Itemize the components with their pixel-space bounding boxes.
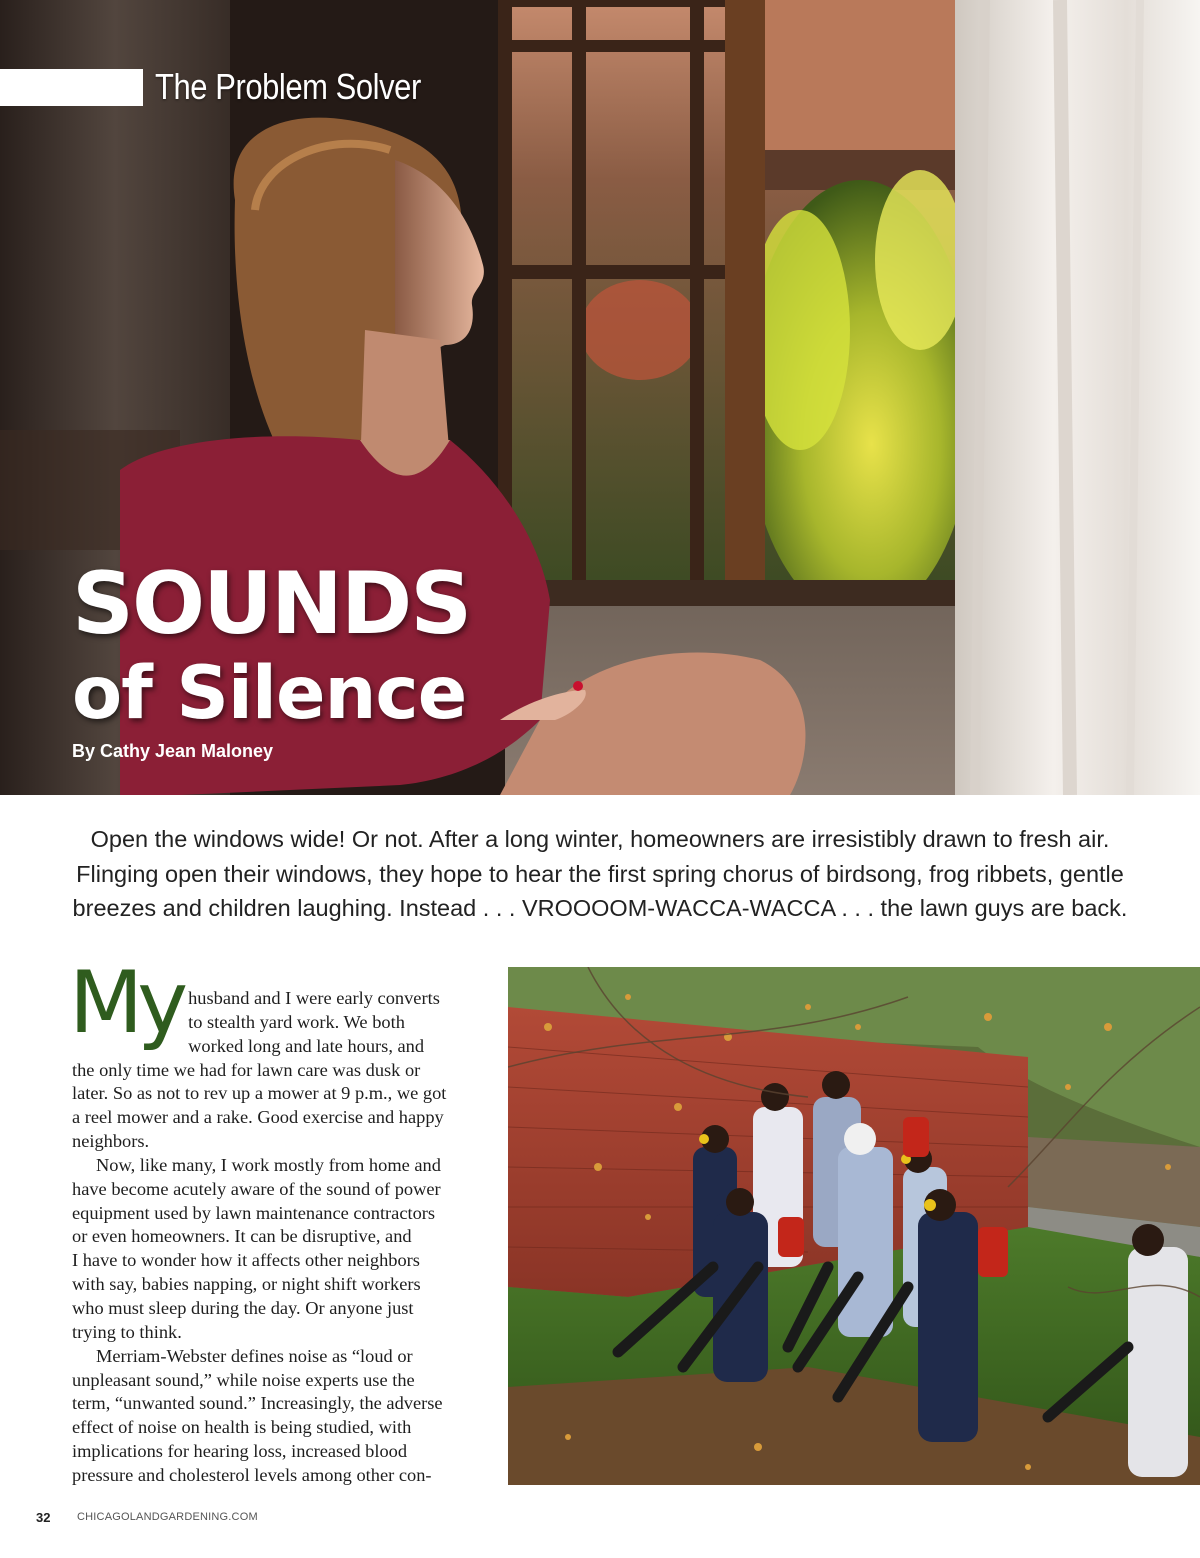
page-number: 32 [36, 1510, 51, 1525]
body-line: have become acutely aware of the sound of power [72, 1178, 441, 1199]
article-subtitle: of Silence [72, 651, 467, 736]
section-label: The Problem Solver [155, 66, 421, 107]
body-line: I have to wonder how it affects other neighbors [72, 1250, 420, 1271]
footer-site: CHICAGOLANDGARDENING.COM [77, 1511, 258, 1523]
paragraph-2 [72, 1154, 476, 1345]
deck-line: breezes and children laughing. Instead . . . VROOOOM-WACCA-WACCA . . . the lawn guys are back. [72, 895, 1128, 921]
body-line: neighbors. [72, 1131, 150, 1152]
article-deck [40, 822, 1160, 926]
body-line: Now, like many, I work mostly from home and [96, 1154, 441, 1175]
body-line: to stealth yard work. We both [188, 1011, 405, 1032]
body-line: later. So as not to rev up a mower at 9 p.m., we got [72, 1083, 447, 1104]
body-line: equipment used by lawn maintenance contractors [72, 1202, 436, 1223]
body-line: worked long and late hours, and [188, 1035, 425, 1056]
body-line: term, “unwanted sound.” Increasingly, the adverse [72, 1393, 443, 1414]
body-line: implications for hearing loss, increased blood [72, 1441, 408, 1462]
body-line: pressure and cholesterol levels among other con- [72, 1464, 432, 1485]
body-line: the only time we had for lawn care was dusk or [72, 1059, 421, 1080]
paragraph-3 [72, 1345, 476, 1488]
body-line: a reel mower and a rake. Good exercise and happy [72, 1107, 444, 1128]
deck-line: Flinging open their windows, they hope to hear the first spring chorus of birdsong, frog ribbets, gentle [76, 860, 1124, 887]
leaf-blower-crew-photo [508, 967, 1200, 1485]
section-bar [0, 69, 143, 106]
body-line: or even homeowners. It can be disruptive, and [72, 1226, 412, 1247]
byline: By Cathy Jean Maloney [72, 741, 274, 761]
article-title: SOUNDS [72, 554, 471, 654]
body-line: with say, babies napping, or night shift workers [72, 1274, 421, 1295]
body-line: who must sleep during the day. Or anyone just [72, 1297, 414, 1318]
body-line: trying to think. [72, 1321, 182, 1342]
body-line: unpleasant sound,” while noise experts use the [72, 1369, 415, 1390]
body-line: Merriam-Webster defines noise as “loud or [96, 1345, 413, 1366]
body-column [69, 953, 476, 1488]
leaf-blower-illustration [508, 967, 1200, 1485]
deck-line: Open the windows wide! Or not. After a long winter, homeowners are irresistibly drawn to fresh air. [90, 826, 1110, 852]
drop-cap: My [69, 953, 183, 1053]
body-line: husband and I were early converts [188, 988, 440, 1008]
body-line: effect of noise on health is being studied, with [72, 1417, 412, 1438]
